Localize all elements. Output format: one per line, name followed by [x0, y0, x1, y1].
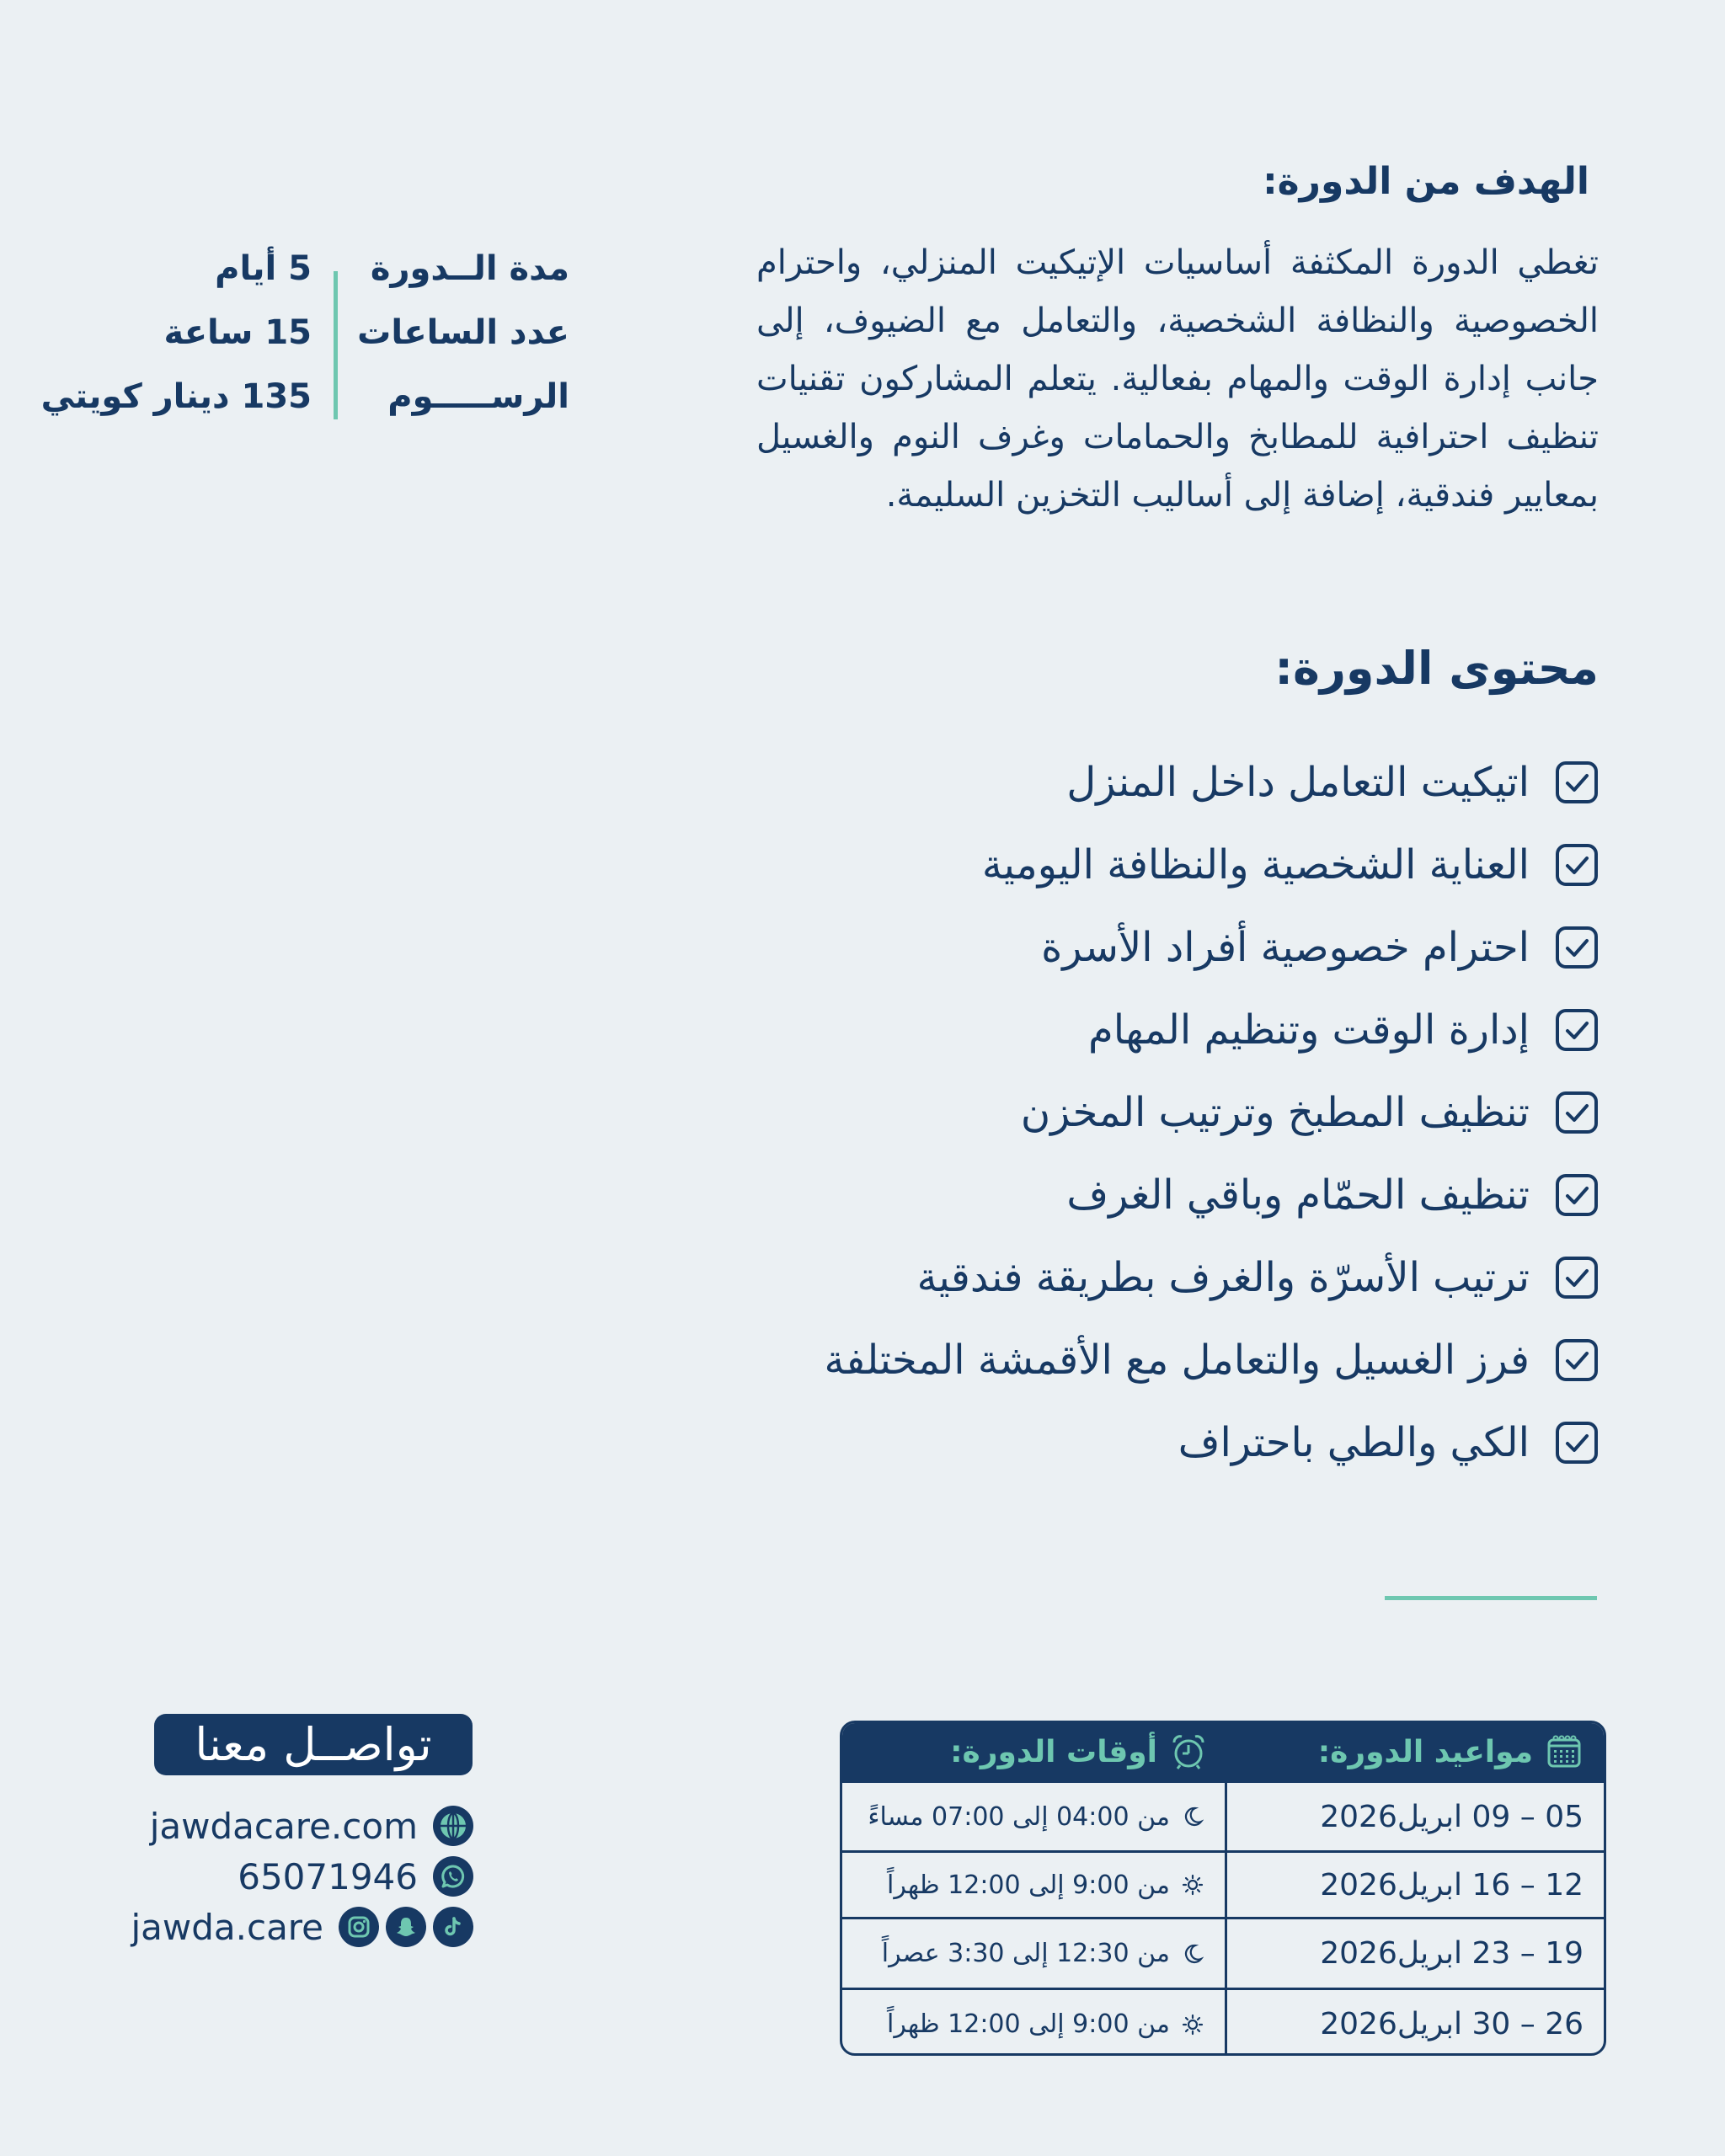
- content-item: [588, 1154, 1599, 1236]
- content-item-text: الكي والطي باحتراف: [1178, 1419, 1530, 1466]
- info-value: 135 دينار كويتي: [40, 377, 312, 416]
- content-item: [588, 1401, 1599, 1484]
- content-item-text: العناية الشخصية والنظافة اليومية: [981, 841, 1530, 889]
- time-text: من 04:00 إلى 07:00 مساءً: [868, 1801, 1170, 1832]
- content-item-text: اتيكيت التعامل داخل المنزل: [1066, 759, 1530, 806]
- info-label: الرســـــوم: [387, 377, 569, 416]
- accent-divider: [1385, 1596, 1597, 1600]
- website-link[interactable]: jawdacare.com: [149, 1805, 418, 1847]
- content-item: [588, 1236, 1599, 1319]
- checkbox-checked-icon: [1555, 1091, 1599, 1134]
- info-row-duration: [81, 249, 569, 308]
- tiktok-icon[interactable]: [433, 1907, 473, 1947]
- content-item: [588, 1071, 1599, 1154]
- date-cell: 12 – 16 ابريل2026: [1320, 1867, 1583, 1903]
- sun-icon: [1182, 2014, 1204, 2036]
- content-item-text: احترام خصوصية أفراد الأسرة: [1041, 924, 1530, 971]
- content-item: [588, 989, 1599, 1071]
- content-list: [588, 741, 1599, 1484]
- content-item: [588, 1319, 1599, 1401]
- checkbox-checked-icon: [1555, 926, 1599, 969]
- times-header: [854, 1723, 1208, 1780]
- info-label: مدة الــدورة: [370, 249, 569, 288]
- checkbox-checked-icon: [1555, 1008, 1599, 1052]
- content-item-text: ترتيب الأسرّة والغرف بطريقة فندقية: [916, 1254, 1530, 1301]
- calendar-icon: [1545, 1732, 1583, 1771]
- content-item-text: تنظيف المطبخ وترتيب المخزن: [1020, 1089, 1530, 1136]
- moon-icon: [1182, 1806, 1204, 1828]
- checkbox-checked-icon: [1555, 843, 1599, 887]
- dates-header-label: مواعيد الدورة:: [1317, 1734, 1533, 1769]
- content-item: [588, 741, 1599, 824]
- info-label: عدد الساعات: [357, 313, 569, 352]
- alarm-clock-icon: [1169, 1732, 1208, 1771]
- time-cell: [850, 1783, 1204, 1850]
- content-item: [588, 906, 1599, 989]
- whatsapp-icon: [433, 1856, 473, 1897]
- times-header-label: أوقات الدورة:: [950, 1734, 1157, 1769]
- course-info: [40, 249, 569, 426]
- date-cell: 05 – 09 ابريل2026: [1320, 1799, 1583, 1834]
- checkbox-checked-icon: [1555, 760, 1599, 804]
- info-row-fees: [40, 377, 569, 436]
- checkbox-checked-icon: [1555, 1256, 1599, 1299]
- time-text: من 9:00 إلى 12:00 ظهراً: [887, 2009, 1170, 2039]
- phone-number[interactable]: 65071946: [238, 1855, 418, 1897]
- time-text: من 9:00 إلى 12:00 ظهراً: [887, 1870, 1170, 1900]
- time-text: من 12:30 إلى 3:30 عصراً: [881, 1939, 1170, 1968]
- schedule-row: [842, 1850, 1604, 1917]
- sun-icon: [1182, 1874, 1204, 1896]
- info-value: 5 أيام: [215, 249, 312, 288]
- contact-social[interactable]: [131, 1905, 473, 1949]
- info-value: 15 ساعة: [163, 313, 312, 352]
- schedule-row: [842, 1988, 1604, 2056]
- contact-phone[interactable]: [238, 1854, 473, 1898]
- contact-us-badge: تواصــل معنا: [154, 1714, 473, 1775]
- objective-body: تغطي الدورة المكثفة أساسيات الإتيكيت المنزلي، واحترام الخصوصية والنظافة الشخصية، والتعامل مع الضيوف، إلى جانب إدارة الوقت والمهام بفعالية. يتعلم المشاركون تقنيات تنظيف احترافية للمطابخ والحمامات وغرف النوم والغسيل بمعايير فندقية، إضافة إلى أساليب التخزين السليمة.: [756, 243, 1599, 515]
- objective-title: الهدف من الدورة:: [1263, 160, 1589, 203]
- dates-header: [1230, 1723, 1583, 1780]
- snapchat-icon[interactable]: [386, 1907, 426, 1947]
- schedule-table: [840, 1721, 1606, 2056]
- instagram-icon[interactable]: [339, 1907, 379, 1947]
- schedule-row: [842, 1917, 1604, 1988]
- checkbox-checked-icon: [1555, 1338, 1599, 1382]
- time-cell: [850, 1853, 1204, 1917]
- date-cell: 26 – 30 ابريل2026: [1320, 2007, 1583, 2041]
- globe-icon: [433, 1806, 473, 1846]
- content-title: محتوى الدورة:: [1274, 642, 1599, 695]
- social-handle[interactable]: jawda.care: [131, 1906, 323, 1948]
- moon-icon: [1182, 1943, 1204, 1965]
- checkbox-checked-icon: [1555, 1421, 1599, 1465]
- info-row-hours: [81, 313, 569, 372]
- time-cell: [850, 1919, 1204, 1988]
- checkbox-checked-icon: [1555, 1173, 1599, 1217]
- contact-website[interactable]: [150, 1804, 473, 1848]
- content-item: [588, 824, 1599, 906]
- content-item-text: تنظيف الحمّام وباقي الغرف: [1066, 1171, 1530, 1219]
- schedule-row: [842, 1780, 1604, 1850]
- date-cell: 19 – 23 ابريل2026: [1320, 1936, 1583, 1971]
- content-item-text: فرز الغسيل والتعامل مع الأقمشة المختلفة: [824, 1337, 1530, 1384]
- time-cell: [850, 1990, 1204, 2056]
- schedule-header: [842, 1723, 1604, 1780]
- content-item-text: إدارة الوقت وتنظيم المهام: [1088, 1006, 1530, 1054]
